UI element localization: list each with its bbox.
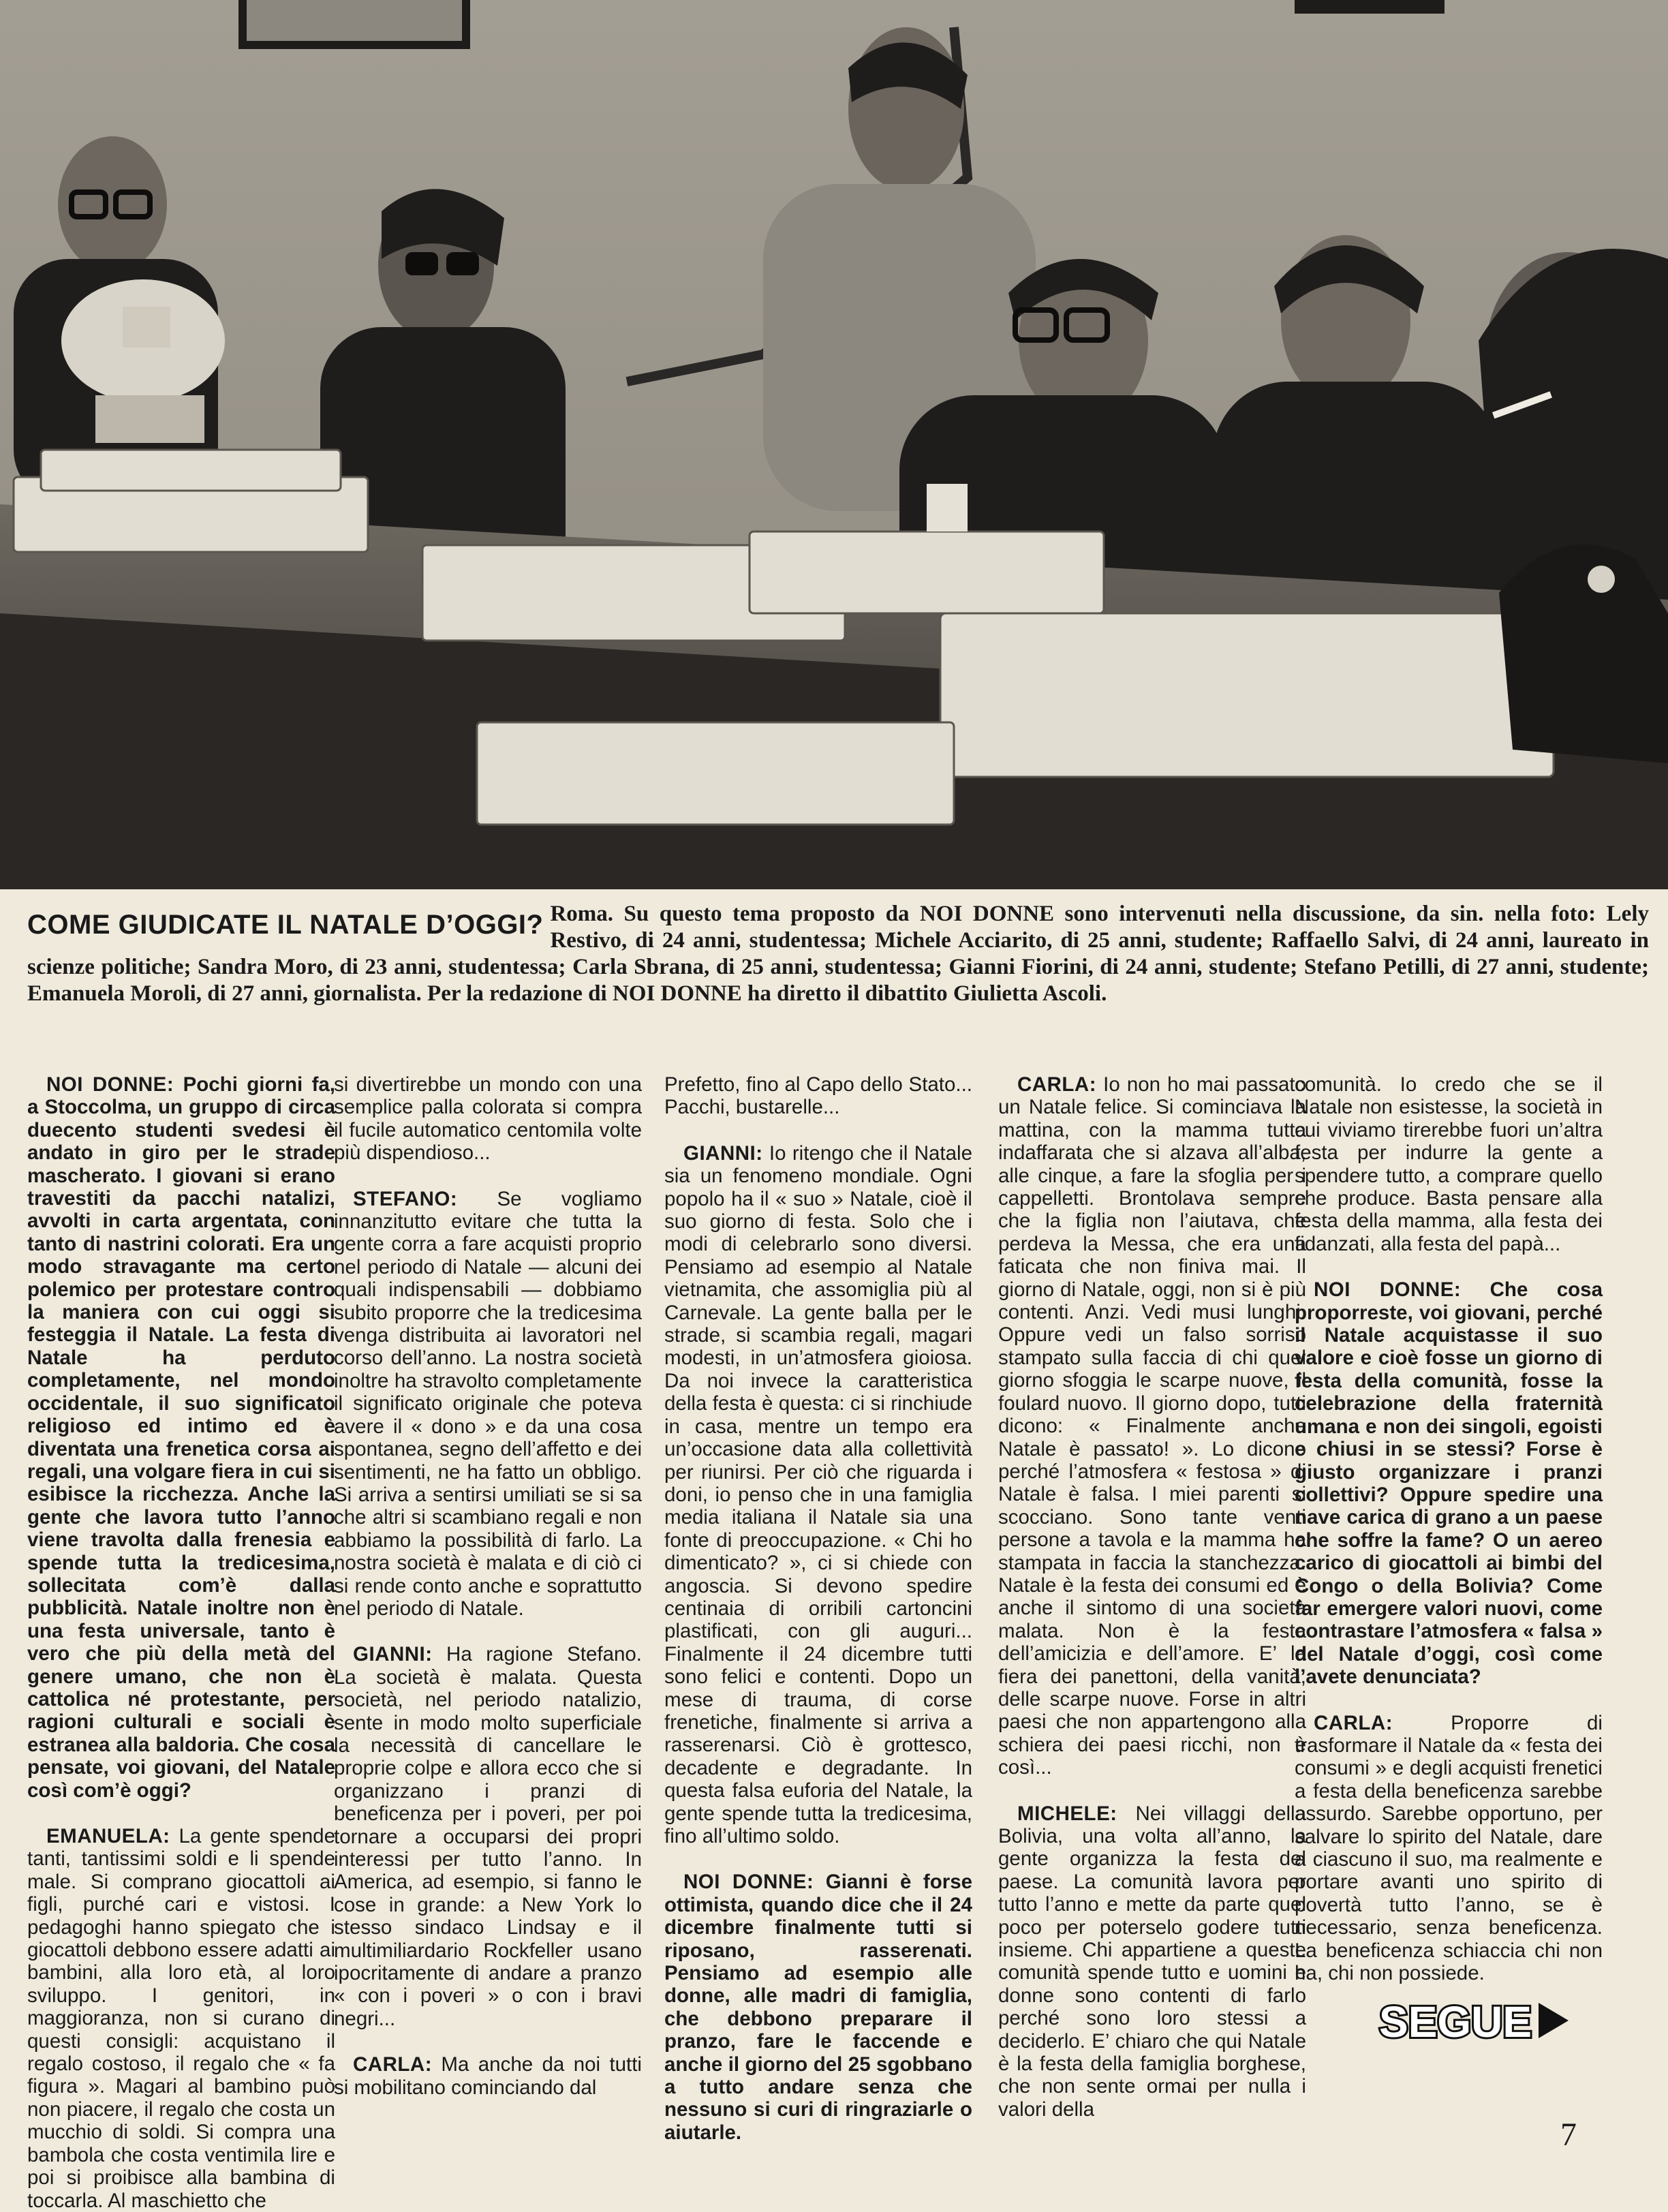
paragraph-text: Ha ragione Stefano. La società è malata. Questa società, nel periodo natalizio, sente in modo molto superficiale la necessità di cancellare le proprie colpe e allora ecco che si organizzano i pranzi di beneficenza per i poveri, per poi tornare a occuparsi dei propri interessi per tutto l’anno. In America, ad esempio, si fanno le cose in grande: a New York lo stesso sindaco Lindsay e il multimiliardario Rockfeller usano ipocritamente di andare a pranzo « con i poveri » o con i bravi negri... <box>334 1643 642 2030</box>
speaker-name: NOI DONNE: <box>46 1073 174 1096</box>
article-paragraph <box>1295 1073 1603 1255</box>
article-paragraph <box>27 1825 335 2212</box>
paragraph-text: comunità. Io credo che se il Natale non esistesse, la società in cui viviamo tirerebbe fuori un’altra festa per indurre la gente a spendere tutto, a comprare quello che produce. Basta pensare alla festa della mamma, alla festa dei fidanzati, alla festa del papà... <box>1295 1073 1603 1255</box>
photo-discussion-group <box>0 0 1668 889</box>
article-column-4 <box>998 1073 1306 2121</box>
article-paragraph <box>664 1871 972 2144</box>
article-paragraph <box>334 1073 642 1165</box>
paragraph-text: Nei villaggi della Bolivia, una volta all’anno, la gente organizza la festa del paese. La comunità lavora per tutto l’anno e mette da parte quel poco per poterselo godere tutti insieme. Chi appartiene a queste comunità spende tutto e uomini e donne sono contenti di farlo perché sono loro stessi a deciderlo. E’ chiaro che qui Natale è la festa della famiglia borghese, che non sente ormai per nulla i valori della <box>998 1802 1306 2121</box>
speaker-name: CARLA: <box>1314 1711 1393 1734</box>
article-column-3 <box>664 1073 973 2144</box>
speaker-name: CARLA: <box>1017 1073 1097 1096</box>
article-paragraph <box>664 1073 972 1119</box>
page-number: 7 <box>1560 2117 1577 2153</box>
article-paragraph <box>1295 1712 1603 1985</box>
paragraph-text: Pochi giorni fa, a Stoccolma, un gruppo di circa duecento studenti svedesi è andato in giro per le strade mascherato. I giovani si erano travestiti da pacchi natalizi, avvolti in carta argentata, con tanto di nastrini colorati. Era un modo stravagante ma certo polemico per protestare contro la maniera con cui oggi si festeggia il Natale. La festa di Natale ha perduto completamente, nel mondo occidentale, il suo significato religioso ed intimo ed è diventata una frenetica corsa ai regali, una volgare fiera in cui si esibisce la ricchezza. Anche la gente che lavora tutto l’anno viene travolta dalla frenesia e spende tutta la tredicesima, sollecitata com’è dalla pubblicità. Natale inoltre non è una festa universale, tanto è vero che più della metà del genere umano, che non è cattolica né protestante, per ragioni culturali e sociali è estranea alla baldoria. Che cosa pensate, voi giovani, del Natale così com’è oggi? <box>27 1073 336 1802</box>
article-paragraph <box>1295 1278 1603 1688</box>
speaker-name: MICHELE: <box>1017 1802 1117 1825</box>
caption-headline: COME GIUDICATE IL NATALE D’OGGI? <box>27 910 544 940</box>
article-paragraph <box>998 1802 1306 2121</box>
article-column-5 <box>1295 1073 1603 2082</box>
article-paragraph <box>334 1643 642 2030</box>
article-paragraph <box>998 1073 1306 1779</box>
article-paragraph <box>334 2053 642 2099</box>
photo-caption <box>27 901 1649 1010</box>
paragraph-text: Prefetto, fino al Capo dello Stato... Pacchi, bustarelle... <box>664 1073 972 1119</box>
speaker-name: NOI DONNE: <box>1314 1278 1462 1302</box>
segue-label: SEGUE <box>1379 1997 1532 2046</box>
article-paragraph <box>334 1188 642 1620</box>
paragraph-text: Che cosa proporreste, voi giovani, perché il Natale acquistasse il suo valore e cioè fosse un giorno di festa della comunità, fosse la celebrazione della fraternità umana e non dei singoli, egoisti e chiusi in se stessi? Forse è giusto organizzare i pranzi collettivi? Oppure spedire una nave carica di grano a un paese che soffre la fame? O un aereo carico di giocattoli ai bimbi del Congo o della Bolivia? Come far emergere valori nuovi, come contrastare l’atmosfera « falsa » del Natale d’oggi, così come l’avete denunciata? <box>1295 1278 1603 1689</box>
article-paragraph <box>664 1142 972 1848</box>
speaker-name: NOI DONNE: <box>683 1871 814 1894</box>
paragraph-text: Se vogliamo innanzitutto evitare che tutta la gente corra a fare acquisti proprio nel periodo di Natale — alcuni dei quali indispensabili — dobbiamo subito proporre che la tredicesima venga distribuita ai lavoratori nel corso dell’anno. La nostra società inoltre ha stravolto completamente il significato originale che poteva avere il « dono » e da una cosa spontanea, segno dell’affetto e dei sentimenti, ne ha fatto un obbligo. Si arriva a sentirsi umiliati se si sa che altri si scambiano regali e non abbiamo la possibilità di farlo. La nostra società è malata e di ciò ci si rende conto anche e soprattutto nel periodo di Natale. <box>334 1187 642 1620</box>
paragraph-text: si divertirebbe un mondo con una semplice palla colorata si compra il fucile automatico centomila volte più dispendioso... <box>334 1073 642 1165</box>
article-column-1 <box>27 1073 336 2212</box>
speaker-name: GIANNI: <box>683 1141 763 1165</box>
paragraph-text: La gente spende tanti, tantissimi soldi e li spende male. Si comprano giocattoli ai figli, purché cari e vistosi. I pedagoghi hanno spiegato che i giocattoli debbono essere adatti ai bambini, alla loro età, al loro sviluppo. I genitori, in maggioranza, non si curano di questi consigli: acquistano il regalo costoso, il regalo che « fa figura ». Magari al bambino può non piacere, il regalo che costa un mucchio di soldi. Si compra una bambola che costa ventimila lire e poi si proibisce alla bambina di toccarla. Al maschietto che <box>27 1825 335 2212</box>
paragraph-text: Io non ho mai passato un Natale felice. Si cominciava la mattina, con la mamma tutta indaffarata che si alzava all’alba, alle cinque, a fare la sfoglia per i cappelletti. Brontolava sempre che la figlia non l’aiutava, che perdeva la Messa, che era una faticata che non finiva mai. Il giorno di Natale, oggi, non si è più contenti. Anzi. Vedi musi lunghi. Oppure vedi un falso sorriso stampato sulla faccia di chi quel giorno sfoggia le scarpe nuove, il foulard nuovo. Il giorno dopo, tutti dicono: « Finalmente anche Natale è passato! ». Lo dicono perché l’atmosfera « festosa » di Natale è falsa. I miei parenti si scocciano. Sono tante venti persone a tavola e la mamma ha stampata in faccia la stanchezza. Natale è la festa dei consumi ed è anche il sintomo di una società malata. Non è la festa dell’amicizia e dell’amore. E’ la fiera dei panettoni, della vanità, delle scarpe nuove. Forse in altri paesi che non appartengono alla schiera dei paesi ricchi, non è così... <box>998 1073 1306 1779</box>
arrow-right-icon <box>1539 2003 1569 2038</box>
speaker-name: GIANNI: <box>353 1643 433 1666</box>
speaker-name: CARLA: <box>353 2053 433 2076</box>
speaker-name: EMANUELA: <box>46 1825 170 1847</box>
photograph <box>0 0 1668 889</box>
paragraph-text: Io ritengo che il Natale sia un fenomeno mondiale. Ogni popolo ha il « suo » Natale, cioè il suo giorno di festa. Solo che i modi di celebrarlo sono diversi. Pensiamo ad esempio al Natale vietnamita, che assomiglia più al Carnevale. La gente balla per le strade, si scambia regali, magari modesti, in un’atmosfera gioiosa. Da noi invece la caratteristica della festa è questa: ci si rinchiude in casa, mentre un tempo era un’occasione data alla collettività per riunirsi. Per ciò che riguarda i doni, io penso che in una famiglia media italiana il Natale sia una fonte di preoccupazione. « Chi ho dimenticato? », ci si chiede con angoscia. Si devono spedire centinaia di orribili cartoncini plastificati, con gli auguri... Finalmente il 24 dicembre tutti sono felici e contenti. Dopo un mese di trauma, di corse frenetiche, finalmente si arriva a rasserenarsi. Ciò è grottesco, decadente e degradante. In questa falsa euforia del Natale, la gente spende tutta la tredicesima, fino all’ultimo soldo. <box>664 1141 972 1847</box>
paragraph-text: Gianni è forse ottimista, quando dice che il 24 dicembre finalmente tutti si riposano, rasserenati. Pensiamo ad esempio alle donne, alle madri di famiglia, che debbono preparare il pranzo, fare le faccende e anche il giorno del 25 sgobbano a tutto andare senza che nessuno si curi di ringraziarle o aiutarle. <box>664 1871 973 2144</box>
article-column-2 <box>334 1073 642 2099</box>
speaker-name: STEFANO: <box>353 1187 458 1210</box>
caption-text: Roma. Su questo tema proposto da NOI DONNE sono intervenuti nella discussione, da sin. nella foto: Lely Restivo, di 24 anni, studentessa; Michele Acciarito, di 25 anni, studente; Raffaello Salvi, di 24 anni, laureato in scienze politiche; Sandra Moro, di 23 anni, studentessa; Carla Sbrana, di 25 anni, studentessa; Gianni Fiorini, di 24 anni, studente; Stefano Petilli, di 27 anni, studente; Emanuela Moroli, di 27 anni, giornalista. Per la redazione di NOI DONNE ha diretto il dibattito Giulietta Ascoli. <box>27 902 1649 1006</box>
paragraph-text: Ma anche da noi tutti si mobilitano cominciando dal <box>334 2053 642 2099</box>
segue-badge <box>1376 1993 1574 2048</box>
article-paragraph <box>27 1073 335 1802</box>
paragraph-text: Proporre di trasformare il Natale da « festa dei consumi » e degli acquisti frenetici a festa della beneficenza sarebbe assurdo. Sarebbe opportuno, per salvare lo spirito del Natale, dare a ciascuno il suo, ma realmente e portare avanti uno spirito di povertà tutto l’anno, se è necessario, senza beneficenza. La beneficenza schiaccia chi non ha, chi non possiede. <box>1295 1711 1603 1985</box>
